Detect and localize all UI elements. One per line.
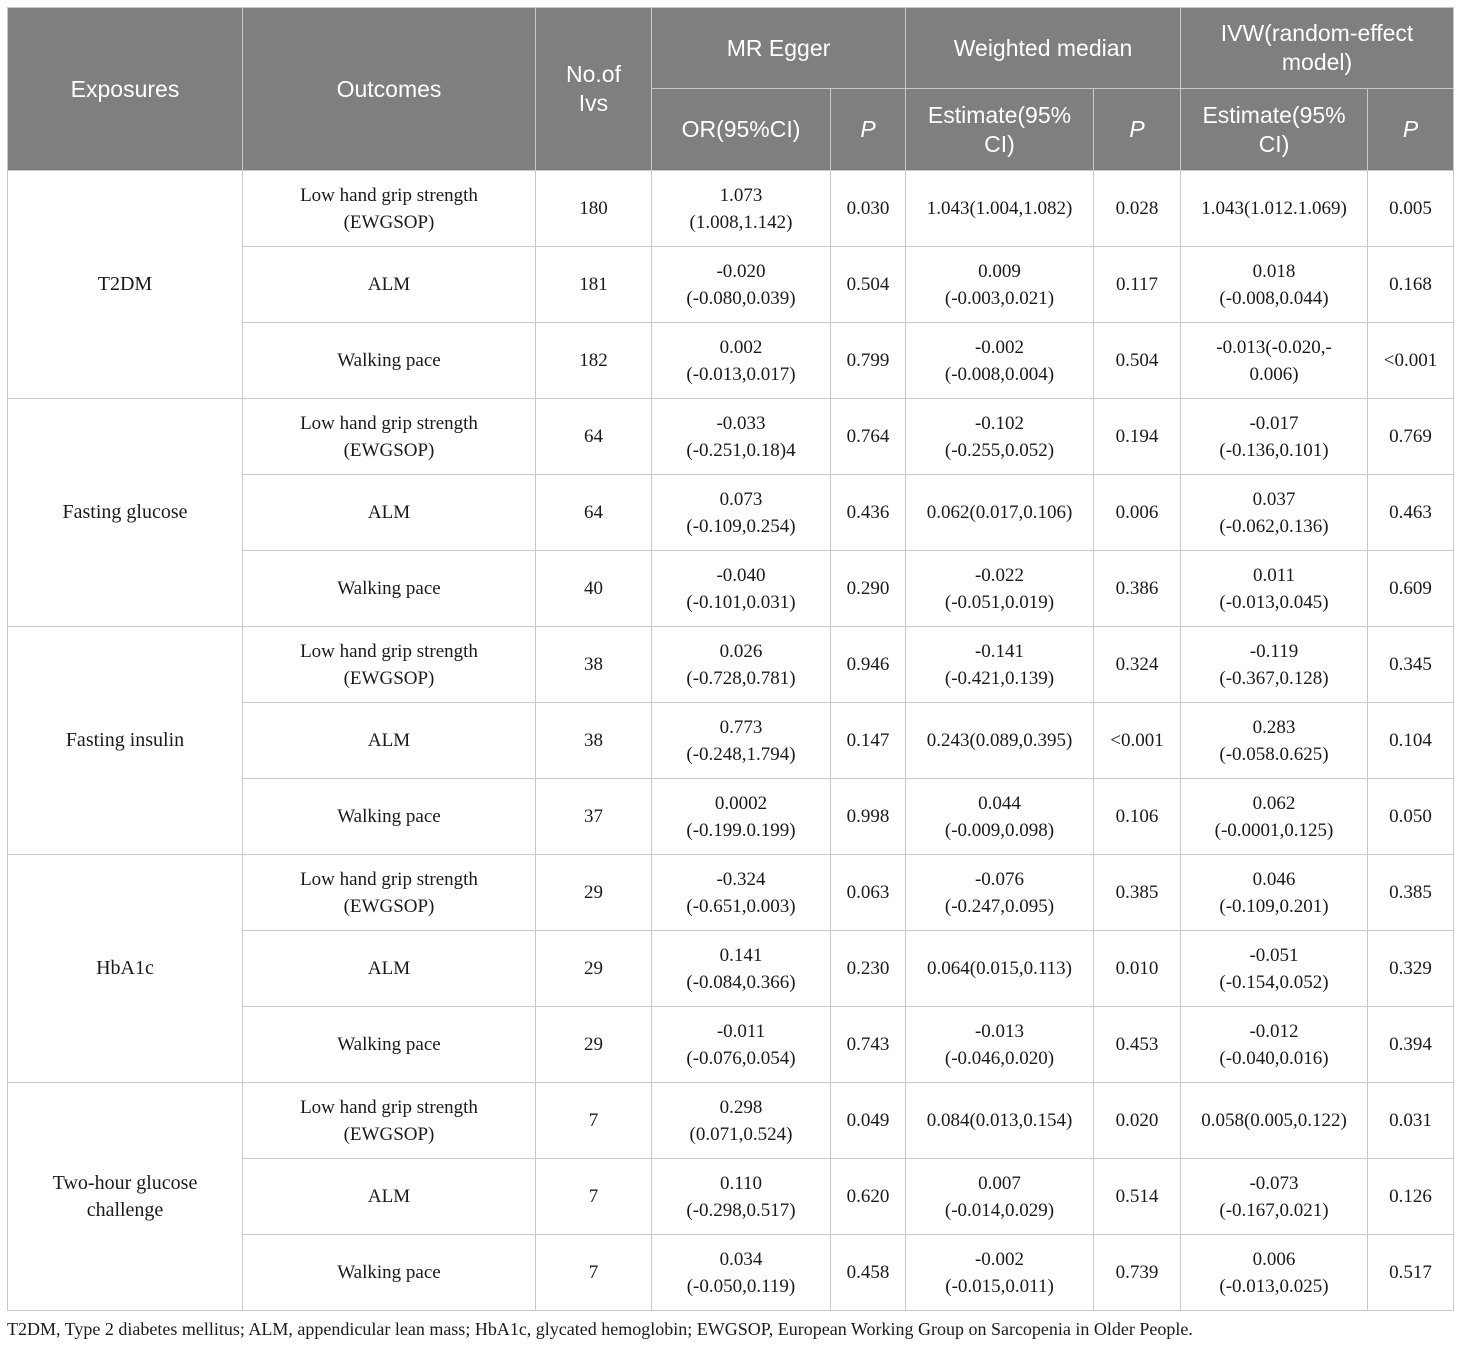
ivw-estimate-cell [1181,1007,1368,1083]
exposure-cell [8,1083,243,1311]
wm-estimate-cell [906,855,1094,931]
cell-line: ALM [367,730,411,751]
cell-line: Low hand grip strength [300,640,478,662]
cell-line: (-0.040,0.016) [1219,1047,1329,1069]
egger-or-cell [652,627,831,703]
cell-line: -0.076 [974,868,1025,890]
egger-or-cell [652,399,831,475]
cell-line: -0.051 [1249,944,1299,966]
wm-estimate-cell [906,247,1094,323]
egger-or-cell [652,779,831,855]
cell-line: (1.008,1.142) [689,211,793,233]
ivw-p-cell: 0.005 [1368,171,1454,247]
wm-estimate-cell [906,399,1094,475]
cell-line: Walking pace [337,350,441,371]
wm-p-cell: 0.020 [1094,1083,1181,1159]
egger-p-cell: 0.063 [831,855,906,931]
outcome-cell [243,551,536,627]
egger-or-cell [652,855,831,931]
cell-line: -0.017 [1249,412,1299,434]
ivs-count-cell: 7 [536,1159,652,1235]
cell-line: T2DM [97,273,153,295]
ivw-estimate-cell [1181,1159,1368,1235]
col-header-estimate-line: CI) [1258,130,1290,157]
cell-line: 0.046 [1252,868,1296,890]
wm-p-cell: 0.324 [1094,627,1181,703]
ivw-p-cell: 0.126 [1368,1159,1454,1235]
col-header-ivw [1181,8,1454,89]
wm-estimate-cell [906,475,1094,551]
cell-line: 0.034 [719,1248,763,1270]
egger-p-cell: 0.458 [831,1235,906,1311]
ivw-estimate-cell [1181,399,1368,475]
ivs-count-cell: 38 [536,627,652,703]
cell-line: -0.011 [716,1020,766,1042]
col-header-wm-p: P [1094,89,1181,171]
ivs-count-cell: 29 [536,931,652,1007]
cell-line: 0.006 [1252,1248,1296,1270]
ivw-p-cell: 0.031 [1368,1083,1454,1159]
wm-p-cell: 0.739 [1094,1235,1181,1311]
cell-line: (0.071,0.524) [689,1123,793,1145]
ivw-estimate-cell [1181,627,1368,703]
cell-line: 0.084(0.013,0.154) [926,1110,1073,1131]
egger-p-cell: 0.436 [831,475,906,551]
cell-line: 0.037 [1252,488,1296,510]
col-header-or-ci: OR(95%CI) [652,89,831,171]
cell-line: Two-hour glucose [52,1171,198,1194]
cell-line: (-0.080,0.039) [686,287,796,309]
cell-line: -0.073 [1249,1172,1299,1194]
outcome-cell [243,247,536,323]
exposure-cell [8,627,243,855]
cell-line: (-0.367,0.128) [1219,667,1329,689]
cell-line: (-0.015,0.011) [945,1275,1054,1297]
ivw-estimate-cell [1181,703,1368,779]
cell-line: 1.073 [719,184,763,206]
wm-estimate-cell [906,627,1094,703]
cell-line: Low hand grip strength [300,412,478,434]
ivw-p-cell: 0.345 [1368,627,1454,703]
wm-estimate-cell [906,1159,1094,1235]
cell-line: (EWGSOP) [343,667,435,689]
cell-line: Low hand grip strength [300,868,478,890]
cell-line: 0.141 [719,944,763,966]
outcome-cell [243,399,536,475]
ivs-count-cell: 64 [536,399,652,475]
wm-p-cell: 0.117 [1094,247,1181,323]
cell-line: (-0.199.0.199) [686,819,796,841]
wm-p-cell: 0.194 [1094,399,1181,475]
col-header-wm-estimate [906,89,1094,171]
col-header-outcomes: Outcomes [243,8,536,171]
col-header-ivw-line: IVW(random-effect [1220,20,1414,46]
ivw-p-cell: 0.463 [1368,475,1454,551]
egger-p-cell: 0.620 [831,1159,906,1235]
wm-estimate-cell [906,1083,1094,1159]
results-table [7,7,1454,1311]
cell-line: -0.141 [974,640,1025,662]
cell-line: ALM [367,1186,411,1207]
cell-line: Fasting glucose [62,501,188,523]
ivw-p-cell: 0.769 [1368,399,1454,475]
cell-line: (-0.013,0.017) [686,363,796,385]
cell-line: 0.298 [719,1096,763,1118]
ivw-estimate-cell [1181,551,1368,627]
wm-estimate-cell [906,779,1094,855]
wm-estimate-cell [906,703,1094,779]
table-header [8,8,1454,171]
col-header-estimate-line: Estimate(95% [1202,101,1346,128]
col-header-ivw-estimate [1181,89,1368,171]
ivw-p-cell: <0.001 [1368,323,1454,399]
cell-line: (-0.248,1.794) [686,743,796,765]
cell-line: 0.044 [978,792,1021,814]
ivs-count-cell: 37 [536,779,652,855]
outcome-cell [243,1235,536,1311]
cell-line: (-0.109,0.201) [1219,895,1329,917]
col-header-estimate-line: Estimate(95% [927,101,1072,128]
cell-line: 0.007 [978,1172,1021,1194]
table-footnote: T2DM, Type 2 diabetes mellitus; ALM, appendicular lean mass; HbA1c, glycated hemoglobin; EWGSOP, European Working Group on Sarcopenia in Older People. [7,1319,1193,1339]
outcome-cell [243,1159,536,1235]
ivs-count-cell: 182 [536,323,652,399]
cell-line: (-0.167,0.021) [1219,1199,1329,1221]
cell-line: -0.013 [974,1020,1025,1042]
cell-line: 0.009 [978,260,1021,282]
cell-line: ALM [367,502,411,523]
egger-p-cell: 0.998 [831,779,906,855]
outcome-cell [243,627,536,703]
wm-estimate-cell [906,1235,1094,1311]
table-row [8,171,1454,247]
exposure-cell [8,855,243,1083]
table-row [8,1083,1454,1159]
cell-line: 0.006) [1249,363,1299,385]
cell-line: (-0.076,0.054) [686,1047,796,1069]
ivw-estimate-cell [1181,1083,1368,1159]
egger-or-cell [652,171,831,247]
ivw-estimate-cell [1181,779,1368,855]
col-header-exposures: Exposures [8,8,243,171]
egger-or-cell [652,247,831,323]
col-header-no-ivs-line: No.of [566,61,621,87]
ivw-p-cell: 0.609 [1368,551,1454,627]
ivw-p-cell: 0.050 [1368,779,1454,855]
cell-line: (-0.009,0.098) [944,819,1055,841]
egger-p-cell: 0.230 [831,931,906,1007]
egger-or-cell [652,1235,831,1311]
cell-line: 0.064(0.015,0.113) [927,958,1072,979]
ivs-count-cell: 64 [536,475,652,551]
wm-estimate-cell [906,931,1094,1007]
cell-line: (-0.058.0.625) [1219,743,1329,765]
exposure-cell [8,399,243,627]
ivw-p-cell: 0.385 [1368,855,1454,931]
cell-line: (EWGSOP) [343,211,435,233]
cell-line: 0.062 [1252,792,1296,814]
cell-line: (-0.109,0.254) [686,515,796,537]
cell-line: challenge [86,1198,164,1221]
outcome-cell [243,855,536,931]
wm-p-cell: 0.453 [1094,1007,1181,1083]
cell-line: -0.022 [974,564,1025,586]
cell-line: -0.033 [716,412,766,434]
cell-line: -0.020 [716,260,766,282]
cell-line: (-0.136,0.101) [1219,439,1329,461]
egger-or-cell [652,703,831,779]
cell-line: (EWGSOP) [343,439,435,461]
cell-line: Fasting insulin [65,729,185,751]
cell-line: 1.043(1.012.1.069) [1201,198,1347,219]
ivs-count-cell: 29 [536,855,652,931]
ivw-p-cell: 0.168 [1368,247,1454,323]
cell-line: 0.018 [1252,260,1296,282]
egger-or-cell [652,1159,831,1235]
ivs-count-cell: 7 [536,1235,652,1311]
cell-line: (-0.298,0.517) [686,1199,796,1221]
cell-line: Walking pace [337,578,441,599]
col-header-ivw-p: P [1368,89,1454,171]
cell-line: (-0.251,0.18)4 [686,439,796,461]
wm-p-cell: <0.001 [1094,703,1181,779]
ivw-estimate-cell [1181,323,1368,399]
cell-line: 0.243(0.089,0.395) [926,730,1073,751]
outcome-cell [243,1007,536,1083]
cell-line: (-0.0001,0.125) [1214,819,1334,841]
ivs-count-cell: 181 [536,247,652,323]
ivw-estimate-cell [1181,475,1368,551]
table-row [8,399,1454,475]
cell-line: -0.324 [716,868,766,890]
egger-or-cell [652,475,831,551]
cell-line: 0.002 [719,336,763,358]
wm-p-cell: 0.106 [1094,779,1181,855]
cell-line: ALM [367,274,411,295]
cell-line: (-0.084,0.366) [686,971,796,993]
wm-p-cell: 0.385 [1094,855,1181,931]
egger-or-cell [652,1083,831,1159]
cell-line: (-0.255,0.052) [944,439,1055,461]
outcome-cell [243,703,536,779]
cell-line: 0.110 [719,1172,763,1194]
cell-line: -0.012 [1249,1020,1299,1042]
cell-line: 1.043(1.004,1.082) [926,198,1073,219]
wm-estimate-cell [906,551,1094,627]
outcome-cell [243,1083,536,1159]
egger-p-cell: 0.764 [831,399,906,475]
cell-line: (-0.008,0.044) [1219,287,1329,309]
cell-line: (-0.051,0.019) [944,591,1055,613]
cell-line: Low hand grip strength [300,1096,478,1118]
ivw-estimate-cell [1181,855,1368,931]
outcome-cell [243,323,536,399]
egger-p-cell: 0.049 [831,1083,906,1159]
ivw-p-cell: 0.329 [1368,931,1454,1007]
cell-line: (-0.003,0.021) [944,287,1055,309]
cell-line: ALM [367,958,411,979]
egger-p-cell: 0.030 [831,171,906,247]
col-header-estimate-line: CI) [984,130,1015,157]
wm-estimate-cell [906,323,1094,399]
egger-p-cell: 0.743 [831,1007,906,1083]
ivs-count-cell: 40 [536,551,652,627]
cell-line: -0.119 [1249,640,1299,662]
egger-p-cell: 0.290 [831,551,906,627]
outcome-cell [243,171,536,247]
cell-line: HbA1c [96,957,154,979]
col-header-weighted-median: Weighted median [906,8,1181,89]
cell-line: (-0.421,0.139) [944,667,1055,689]
cell-line: -0.002 [974,1248,1025,1270]
ivw-estimate-cell [1181,931,1368,1007]
cell-line: (-0.050,0.119) [686,1275,796,1297]
cell-line: -0.013(-0.020,- [1216,336,1332,358]
cell-line: (-0.008,0.004) [944,363,1055,385]
cell-line: (-0.101,0.031) [686,591,796,613]
cell-line: 0.0002 [714,792,768,814]
egger-or-cell [652,323,831,399]
table-body [8,171,1454,1311]
egger-p-cell: 0.147 [831,703,906,779]
wm-p-cell: 0.028 [1094,171,1181,247]
cell-line: (-0.728,0.781) [686,667,796,689]
egger-p-cell: 0.504 [831,247,906,323]
cell-line: Walking pace [337,1034,441,1055]
wm-p-cell: 0.514 [1094,1159,1181,1235]
egger-or-cell [652,551,831,627]
wm-estimate-cell [906,1007,1094,1083]
cell-line: (-0.062,0.136) [1219,515,1329,537]
cell-line: 0.062(0.017,0.106) [926,502,1073,523]
cell-line: 0.283 [1252,716,1296,738]
ivw-p-cell: 0.517 [1368,1235,1454,1311]
wm-p-cell: 0.006 [1094,475,1181,551]
ivs-count-cell: 7 [536,1083,652,1159]
cell-line: 0.058(0.005,0.122) [1201,1110,1347,1131]
cell-line: Walking pace [337,806,441,827]
col-header-mr-egger: MR Egger [652,8,906,89]
col-header-egger-p: P [831,89,906,171]
col-header-no-ivs-line: Ivs [578,90,609,116]
egger-or-cell [652,1007,831,1083]
outcome-cell [243,779,536,855]
ivs-count-cell: 38 [536,703,652,779]
cell-line: 0.773 [719,716,763,738]
cell-line: (EWGSOP) [343,1123,435,1145]
cell-line: -0.102 [974,412,1025,434]
wm-estimate-cell [906,171,1094,247]
cell-line: -0.002 [974,336,1025,358]
cell-line: (-0.013,0.025) [1219,1275,1329,1297]
ivw-p-cell: 0.394 [1368,1007,1454,1083]
table-row [8,627,1454,703]
table-row [8,855,1454,931]
cell-line: (-0.651,0.003) [686,895,796,917]
cell-line: (-0.013,0.045) [1219,591,1329,613]
cell-line: (-0.046,0.020) [944,1047,1055,1069]
ivw-estimate-cell [1181,1235,1368,1311]
cell-line: Walking pace [337,1262,441,1283]
ivw-p-cell: 0.104 [1368,703,1454,779]
exposure-cell [8,171,243,399]
cell-line: 0.026 [719,640,763,662]
cell-line: (-0.014,0.029) [944,1199,1055,1221]
cell-line: Low hand grip strength [300,184,478,206]
ivs-count-cell: 180 [536,171,652,247]
cell-line: 0.073 [719,488,763,510]
cell-line: (EWGSOP) [343,895,435,917]
egger-or-cell [652,931,831,1007]
egger-p-cell: 0.799 [831,323,906,399]
outcome-cell [243,475,536,551]
col-header-ivw-line: model) [1281,49,1353,75]
ivw-estimate-cell [1181,247,1368,323]
cell-line: -0.040 [716,564,766,586]
wm-p-cell: 0.504 [1094,323,1181,399]
wm-p-cell: 0.010 [1094,931,1181,1007]
outcome-cell [243,931,536,1007]
egger-p-cell: 0.946 [831,627,906,703]
wm-p-cell: 0.386 [1094,551,1181,627]
ivs-count-cell: 29 [536,1007,652,1083]
col-header-no-ivs [536,8,652,171]
cell-line: (-0.247,0.095) [944,895,1055,917]
ivw-estimate-cell [1181,171,1368,247]
cell-line: (-0.154,0.052) [1219,971,1329,993]
cell-line: 0.011 [1253,564,1296,586]
